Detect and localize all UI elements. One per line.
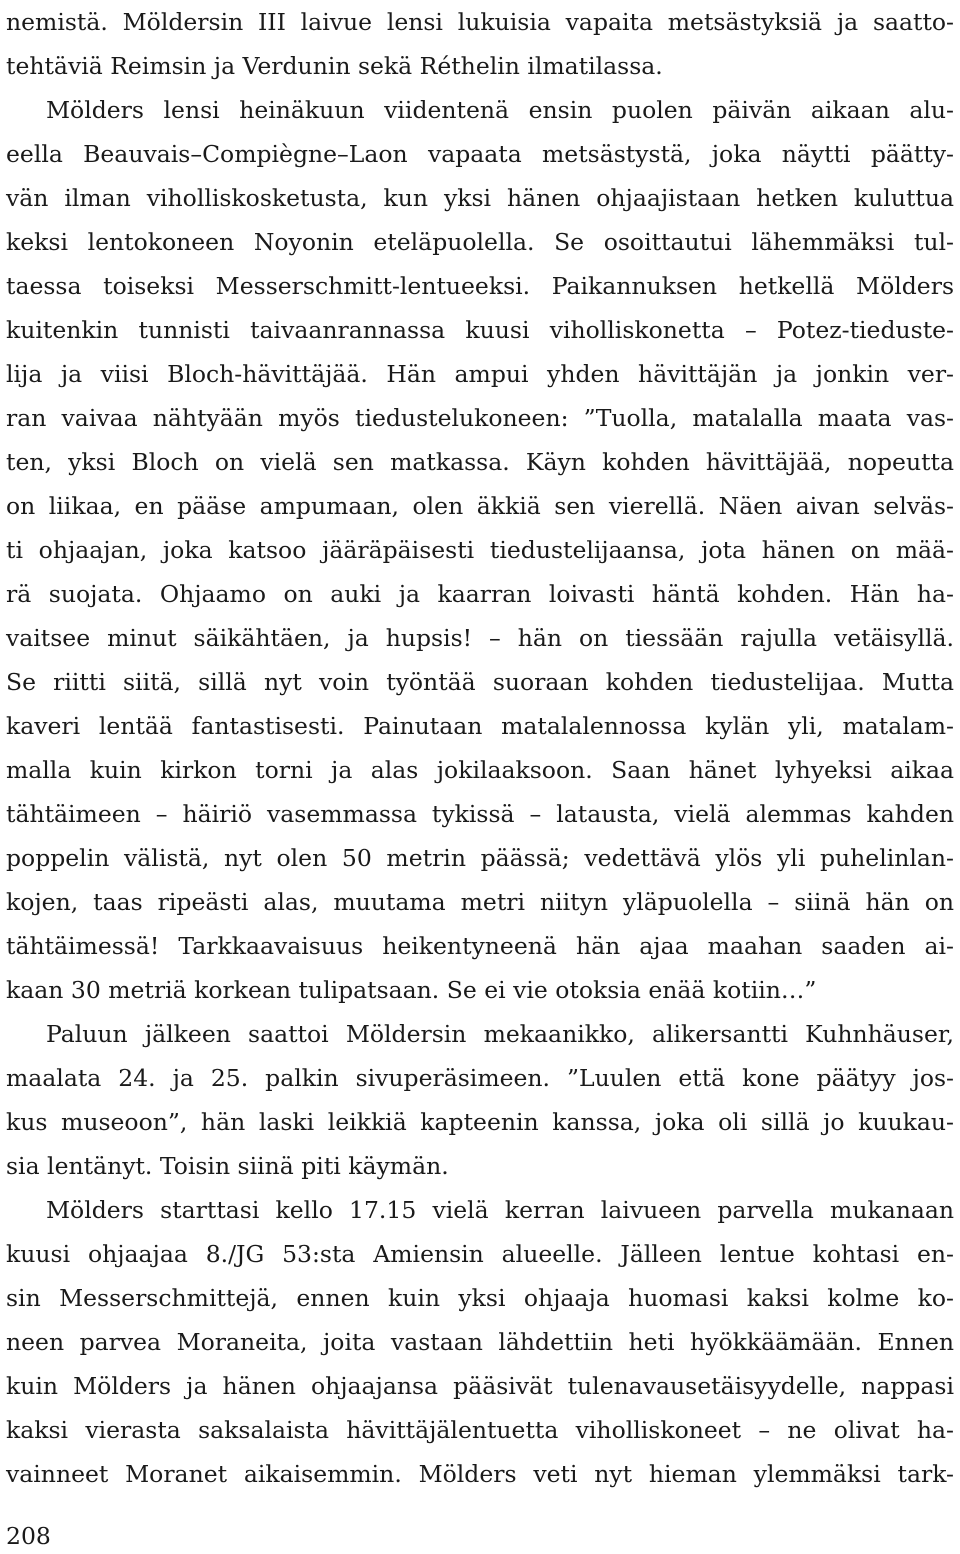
text-line: vainneet Moranet aikaisemmin. Mölders veti nyt hieman ylemmäksi tark-	[6, 1460, 954, 1488]
text-line: keksi lentokoneen Noyonin eteläpuolella. Se osoittautui lähemmäksi tul-	[6, 228, 954, 256]
text-line: tähtäimeen – häiriö vasemmassa tykissä – latausta, vielä alemmas kahden	[6, 800, 954, 828]
text-line: tehtäviä Reimsin ja Verdunin sekä Réthelin ilmatilassa.	[6, 52, 663, 80]
text-line: ten, yksi Bloch on vielä sen matkassa. Käyn kohden hävittäjää, nopeutta	[6, 448, 954, 476]
text-line: sin Messerschmittejä, ennen kuin yksi ohjaaja huomasi kaksi kolme ko-	[6, 1284, 954, 1312]
text-line: kuin Mölders ja hänen ohjaajansa pääsivät tulenavausetäisyydelle, nappasi	[6, 1372, 954, 1400]
text-line: kuitenkin tunnisti taivaanrannassa kuusi viholliskonetta – Potez-tiedustе-	[6, 316, 954, 344]
text-line: Paluun jälkeen saattoi Möldersin mekaanikko, alikersantti Kuhnhäuser,	[46, 1020, 954, 1048]
text-line: vän ilman viholliskosketusta, kun yksi hänen ohjaajistaan hetken kuluttua	[6, 184, 954, 212]
text-line: ran vaivaa nähtyään myös tiedustelukoneen: ”Tuolla, matalalla maata vas-	[6, 404, 954, 432]
text-line: sia lentänyt. Toisin siinä piti käymän.	[6, 1152, 449, 1180]
text-line: taessa toiseksi Messerschmitt-lentueeksi. Paikannuksen hetkellä Mölders	[6, 272, 954, 300]
text-line: kuusi ohjaajaa 8./JG 53:sta Amiensin alueelle. Jälleen lentue kohtasi en-	[6, 1240, 954, 1268]
text-line: tähtäimessä! Tarkkaavaisuus heikentyneenä hän ajaa maahan saaden ai-	[6, 932, 954, 960]
text-line: kaveri lentää fantastisesti. Painutaan matalalennossa kylän yli, matalam-	[6, 712, 954, 740]
text-line: Se riitti siitä, sillä nyt voin työntää suoraan kohden tiedustelijaa. Mutta	[6, 668, 954, 696]
page-number: 208	[6, 1522, 51, 1550]
text-line: eella Beauvais–Compiègne–Laon vapaata metsästystä, joka näytti päätty-	[6, 140, 954, 168]
text-line: rä suojata. Ohjaamo on auki ja kaarran loivasti häntä kohden. Hän ha-	[6, 580, 954, 608]
text-line: maalata 24. ja 25. palkin sivuperäsimeen. ”Luulen että kone päätyy jos-	[6, 1064, 954, 1092]
text-line: kaan 30 metriä korkean tulipatsaan. Se ei vie otoksia enää kotiin…”	[6, 976, 817, 1004]
book-page	[6, 0, 960, 1550]
text-line: vaitsee minut säikähtäen, ja hupsis! – hän on tiessään rajulla vetäisyllä.	[6, 624, 954, 652]
text-line: on liikaa, en pääse ampumaan, olen äkkiä sen vierellä. Näen aivan selväs-	[6, 492, 954, 520]
text-line: kaksi vierasta saksalaista hävittäjälentuetta viholliskoneet – ne olivat ha-	[6, 1416, 954, 1444]
text-line: nemistä. Möldersin III laivue lensi lukuisia vapaita metsästyksiä ja saatto-	[6, 8, 954, 36]
text-line: lija ja viisi Bloch-hävittäjää. Hän ampui yhden hävittäjän ja jonkin ver-	[6, 360, 954, 388]
text-line: malla kuin kirkon torni ja alas jokilaaksoon. Saan hänet lyhyeksi aikaa	[6, 756, 954, 784]
text-line: kojen, taas ripeästi alas, muutama metri niityn yläpuolella – siinä hän on	[6, 888, 954, 916]
text-line: poppelin välistä, nyt olen 50 metrin päässä; vedettävä ylös yli puhelinlan-	[6, 844, 954, 872]
text-line: Mölders starttasi kello 17.15 vielä kerran laivueen parvella mukanaan	[46, 1196, 954, 1224]
text-line: ti ohjaajan, joka katsoo jääräpäisesti tiedustelijaansa, jota hänen on mää-	[6, 536, 954, 564]
text-line: neen parvea Moraneita, joita vastaan lähdettiin heti hyökkäämään. Ennen	[6, 1328, 954, 1356]
text-line: Mölders lensi heinäkuun viidentenä ensin puolen päivän aikaan alu-	[46, 96, 954, 124]
text-line: kus museoon”, hän laski leikkiä kapteenin kanssa, joka oli sillä jo kuukau-	[6, 1108, 954, 1136]
